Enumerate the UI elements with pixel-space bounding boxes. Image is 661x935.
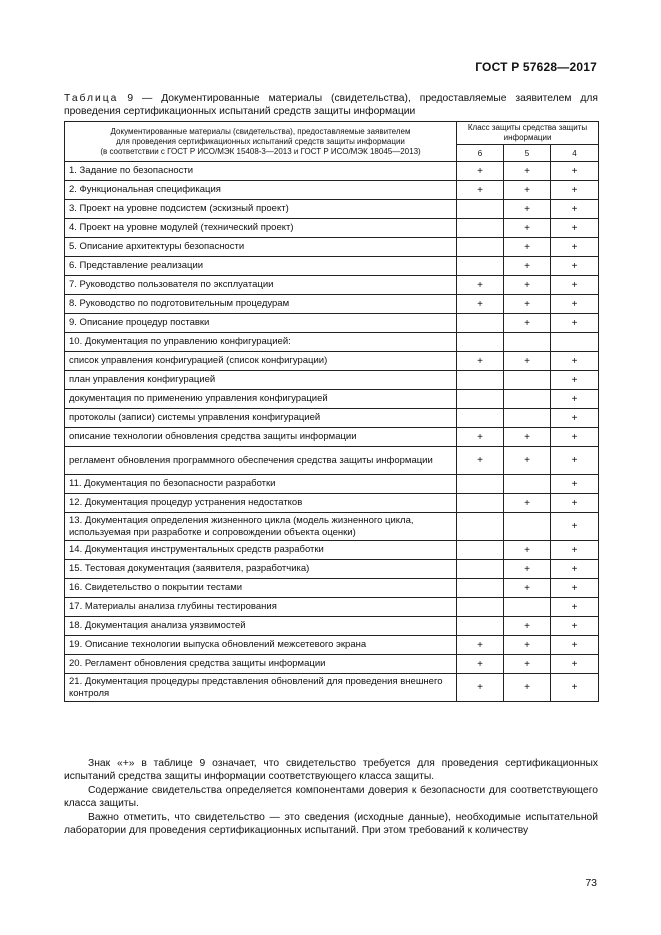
column-header-documents	[65, 122, 457, 162]
table-row	[65, 598, 599, 617]
class-6-mark-cell	[457, 513, 504, 541]
document-name-cell: план управления конфигурацией	[65, 371, 457, 390]
table-row	[65, 314, 599, 333]
table-row	[65, 371, 599, 390]
class-6-mark-cell	[457, 333, 504, 352]
document-name-cell: 5. Описание архитектуры безопасности	[65, 238, 457, 257]
class-6-mark-cell	[457, 475, 504, 494]
class-5-mark-cell: +	[504, 181, 551, 200]
class-4-mark-cell: +	[551, 181, 599, 200]
class-5-mark-cell: +	[504, 579, 551, 598]
class-5-mark-cell: +	[504, 219, 551, 238]
document-name-cell: 3. Проект на уровне подсистем (эскизный проект)	[65, 200, 457, 219]
class-5-mark-cell: +	[504, 428, 551, 447]
table-row	[65, 333, 599, 352]
document-name-cell: 15. Тестовая документация (заявителя, разработчика)	[65, 560, 457, 579]
class-4-mark-cell: +	[551, 541, 599, 560]
table-row	[65, 219, 599, 238]
document-name-cell: 21. Документация процедуры представления обновлений для проведения внешнего контроля	[65, 674, 457, 702]
class-6-mark-cell: +	[457, 447, 504, 475]
table-row	[65, 295, 599, 314]
table-row	[65, 513, 599, 541]
document-name-cell: 8. Руководство по подготовительным процедурам	[65, 295, 457, 314]
class-6-mark-cell	[457, 541, 504, 560]
table-row	[65, 617, 599, 636]
table-row	[65, 238, 599, 257]
document-name-cell: 18. Документация анализа уязвимостей	[65, 617, 457, 636]
class-4-mark-cell: +	[551, 674, 599, 702]
document-name-cell: регламент обновления программного обеспечения средства защиты информации	[65, 447, 457, 475]
table-row	[65, 200, 599, 219]
document-name-cell: 19. Описание технологии выпуска обновлений межсетевого экрана	[65, 636, 457, 655]
class-5-mark-cell: +	[504, 257, 551, 276]
table-row	[65, 447, 599, 475]
class-6-mark-cell	[457, 617, 504, 636]
table-row	[65, 276, 599, 295]
class-5-mark-cell	[504, 598, 551, 617]
class-4-mark-cell	[551, 333, 599, 352]
class-5-mark-cell: +	[504, 238, 551, 257]
class-5-mark-cell: +	[504, 617, 551, 636]
class-5-mark-cell	[504, 475, 551, 494]
table-row	[65, 560, 599, 579]
document-code: ГОСТ Р 57628—2017	[475, 60, 597, 74]
document-name-cell: документация по применению управления конфигурацией	[65, 390, 457, 409]
class-4-mark-cell: +	[551, 200, 599, 219]
table-row	[65, 541, 599, 560]
class-5-mark-cell: +	[504, 636, 551, 655]
class-4-mark-cell: +	[551, 409, 599, 428]
class-6-mark-cell	[457, 257, 504, 276]
page-number: 73	[585, 877, 597, 889]
class-5-mark-cell: +	[504, 494, 551, 513]
evidence-table	[64, 121, 599, 702]
class-5-mark-cell: +	[504, 295, 551, 314]
document-name-cell: список управления конфигурацией (список конфигурации)	[65, 352, 457, 371]
class-5-mark-cell: +	[504, 276, 551, 295]
document-name-cell: описание технологии обновления средства защиты информации	[65, 428, 457, 447]
table-row	[65, 162, 599, 181]
table-row	[65, 390, 599, 409]
class-5-mark-cell	[504, 513, 551, 541]
document-name-cell: 13. Документация определения жизненного цикла (модель жизненного цикла, используемая при разработке и сопровождении объекта оценки)	[65, 513, 457, 541]
table-row	[65, 352, 599, 371]
class-5-mark-cell: +	[504, 200, 551, 219]
class-6-mark-cell	[457, 409, 504, 428]
class-6-mark-cell	[457, 494, 504, 513]
class-6-mark-cell: +	[457, 428, 504, 447]
class-4-mark-cell: +	[551, 494, 599, 513]
table-row	[65, 494, 599, 513]
class-number-4: 4	[551, 145, 599, 162]
document-name-cell: 20. Регламент обновления средства защиты информации	[65, 655, 457, 674]
paragraph: Содержание свидетельства определяется компонентами доверия к безопасности для соответствующего класса защиты.	[64, 784, 598, 810]
caption-number: 9	[127, 93, 134, 104]
document-name-cell: 7. Руководство пользователя по эксплуатации	[65, 276, 457, 295]
class-6-mark-cell: +	[457, 674, 504, 702]
caption-prefix: Таблица	[64, 93, 119, 104]
class-5-mark-cell: +	[504, 314, 551, 333]
class-4-mark-cell: +	[551, 295, 599, 314]
class-6-mark-cell: +	[457, 162, 504, 181]
paragraph: Важно отметить, что свидетельство — это сведения (исходные данные), необходимые испытательной лаборатории для проведения сертификационных испытаний. При этом требований к количеству	[64, 811, 598, 837]
column-header-class: Класс защиты средства защиты информации	[457, 122, 599, 145]
class-5-mark-cell	[504, 371, 551, 390]
class-4-mark-cell: +	[551, 560, 599, 579]
document-name-cell: 9. Описание процедур поставки	[65, 314, 457, 333]
class-number-5: 5	[504, 145, 551, 162]
class-5-mark-cell: +	[504, 352, 551, 371]
class-6-mark-cell: +	[457, 295, 504, 314]
table-row	[65, 257, 599, 276]
class-6-mark-cell	[457, 314, 504, 333]
class-4-mark-cell: +	[551, 257, 599, 276]
class-4-mark-cell: +	[551, 579, 599, 598]
document-name-cell: 4. Проект на уровне модулей (технический проект)	[65, 219, 457, 238]
class-4-mark-cell: +	[551, 390, 599, 409]
table-row	[65, 655, 599, 674]
class-number-6: 6	[457, 145, 504, 162]
class-6-mark-cell	[457, 200, 504, 219]
table-row	[65, 674, 599, 702]
class-4-mark-cell: +	[551, 219, 599, 238]
table-row	[65, 181, 599, 200]
class-6-mark-cell	[457, 371, 504, 390]
document-name-cell: протоколы (записи) системы управления конфигурацией	[65, 409, 457, 428]
class-6-mark-cell: +	[457, 276, 504, 295]
class-4-mark-cell: +	[551, 636, 599, 655]
class-5-mark-cell: +	[504, 162, 551, 181]
document-name-cell: 10. Документация по управлению конфигурацией:	[65, 333, 457, 352]
class-4-mark-cell: +	[551, 475, 599, 494]
class-6-mark-cell: +	[457, 181, 504, 200]
class-4-mark-cell: +	[551, 276, 599, 295]
class-5-mark-cell: +	[504, 560, 551, 579]
class-5-mark-cell: +	[504, 541, 551, 560]
class-4-mark-cell: +	[551, 162, 599, 181]
document-name-cell: 16. Свидетельство о покрытии тестами	[65, 579, 457, 598]
table-body	[65, 162, 599, 702]
class-6-mark-cell	[457, 560, 504, 579]
class-6-mark-cell	[457, 579, 504, 598]
class-4-mark-cell: +	[551, 371, 599, 390]
class-4-mark-cell: +	[551, 428, 599, 447]
table-row	[65, 475, 599, 494]
class-6-mark-cell: +	[457, 352, 504, 371]
class-4-mark-cell: +	[551, 314, 599, 333]
document-name-cell: 1. Задание по безопасности	[65, 162, 457, 181]
table-row	[65, 428, 599, 447]
document-name-cell: 17. Материалы анализа глубины тестирования	[65, 598, 457, 617]
document-name-cell: 14. Документация инструментальных средств разработки	[65, 541, 457, 560]
table-caption	[64, 92, 598, 118]
class-6-mark-cell	[457, 219, 504, 238]
document-name-cell: 12. Документация процедур устранения недостатков	[65, 494, 457, 513]
class-4-mark-cell: +	[551, 617, 599, 636]
paragraph: Знак «+» в таблице 9 означает, что свидетельство требуется для проведения сертификационных испытаний средства защиты информации соответствующего класса защиты.	[64, 758, 598, 783]
class-4-mark-cell: +	[551, 655, 599, 674]
class-4-mark-cell: +	[551, 598, 599, 617]
document-name-cell: 2. Функциональная спецификация	[65, 181, 457, 200]
class-6-mark-cell	[457, 238, 504, 257]
class-5-mark-cell: +	[504, 655, 551, 674]
document-name-cell: 6. Представление реализации	[65, 257, 457, 276]
document-name-cell: 11. Документация по безопасности разработки	[65, 475, 457, 494]
column-header-line: Документированные материалы (свидетельства), предоставляемые заявителем	[110, 126, 411, 136]
class-5-mark-cell: +	[504, 447, 551, 475]
class-6-mark-cell	[457, 598, 504, 617]
class-4-mark-cell: +	[551, 447, 599, 475]
caption-text: — Документированные материалы (свидетельства), предоставляемые заявителем для проведения сертификационных испытаний средств защиты информации	[64, 93, 598, 117]
column-header-line: (в соответствии с ГОСТ Р ИСО/МЭК 15408-3—2013 и ГОСТ Р ИСО/МЭК 18045—2013)	[100, 146, 421, 156]
table-row	[65, 579, 599, 598]
class-4-mark-cell: +	[551, 238, 599, 257]
class-6-mark-cell: +	[457, 655, 504, 674]
class-4-mark-cell: +	[551, 513, 599, 541]
table-row	[65, 409, 599, 428]
body-text	[64, 757, 598, 837]
class-4-mark-cell: +	[551, 352, 599, 371]
column-header-line: для проведения сертификационных испытаний средств защиты информации	[116, 136, 405, 146]
class-5-mark-cell: +	[504, 674, 551, 702]
class-6-mark-cell	[457, 390, 504, 409]
class-5-mark-cell	[504, 409, 551, 428]
class-5-mark-cell	[504, 390, 551, 409]
class-5-mark-cell	[504, 333, 551, 352]
class-6-mark-cell: +	[457, 636, 504, 655]
table-row	[65, 636, 599, 655]
